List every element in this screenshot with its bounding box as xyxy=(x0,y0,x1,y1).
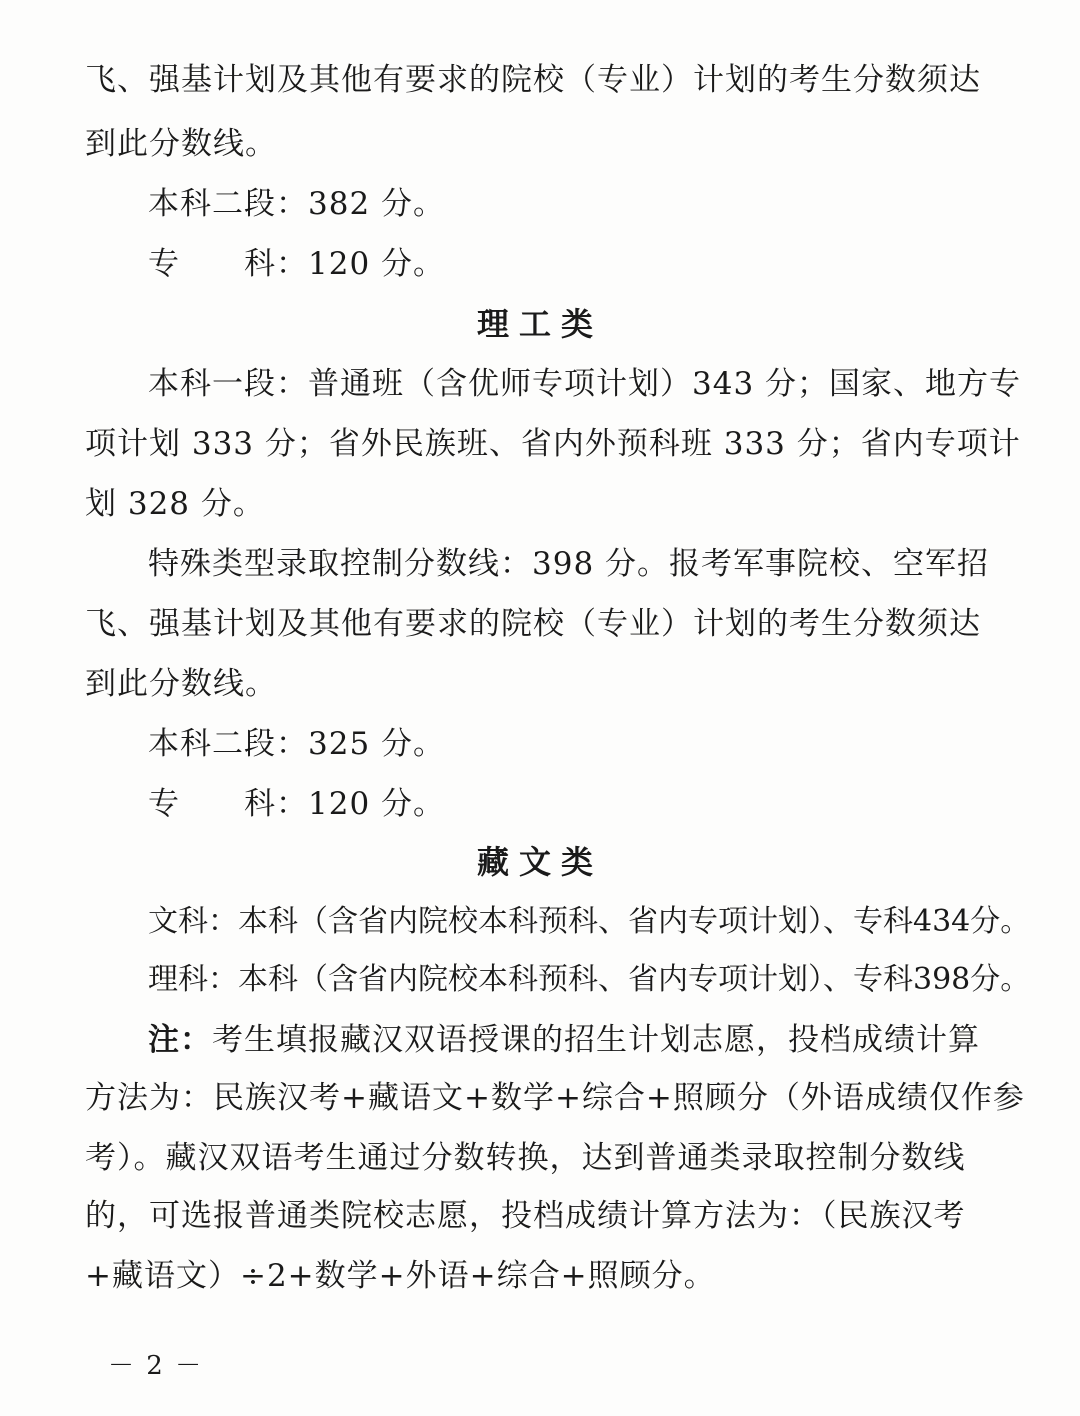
page-number: － 2 － xyxy=(108,1351,204,1381)
score-line-science: 理科：本科（含省内院校本科预科、省内专项计划）、专科398分。 xyxy=(148,962,1031,997)
note-label: 注： xyxy=(148,1022,212,1058)
paragraph-line: +藏语文）÷2+数学+外语+综合+照顾分。 xyxy=(85,1258,716,1294)
section-heading-tibetan: 藏文类 xyxy=(476,843,603,881)
paragraph-line: 项计划 333 分；省外民族班、省内外预科班 333 分；省内专项计 xyxy=(85,426,1021,462)
paragraph-line: 特殊类型录取控制分数线：398 分。报考军事院校、空军招 xyxy=(148,546,990,582)
score-line-undergrad-2: 本科二段：325 分。 xyxy=(148,726,446,762)
note-line xyxy=(148,1018,988,1062)
score-line-junior-college: 专 科：120 分。 xyxy=(148,786,446,822)
note-text: 考生填报藏汉双语授课的招生计划志愿，投档成绩计算 xyxy=(212,1022,980,1058)
paragraph-line: 飞、强基计划及其他有要求的院校（专业）计划的考生分数须达 xyxy=(85,606,981,642)
paragraph-line: 到此分数线。 xyxy=(85,666,277,702)
section-heading-science: 理工类 xyxy=(476,305,603,343)
paragraph-line: 方法为：民族汉考+藏语文+数学+综合+照顾分（外语成绩仅作参 xyxy=(85,1080,1025,1116)
paragraph-line: 飞、强基计划及其他有要求的院校（专业）计划的考生分数须达 xyxy=(85,62,981,98)
score-line-junior-college: 专 科：120 分。 xyxy=(148,246,446,282)
paragraph-line: 考）。藏汉双语考生通过分数转换，达到普通类录取控制分数线 xyxy=(85,1140,966,1176)
paragraph-line: 的，可选报普通类院校志愿，投档成绩计算方法为：（民族汉考 xyxy=(85,1198,966,1234)
paragraph-line: 本科一段：普通班（含优师专项计划）343 分；国家、地方专 xyxy=(148,366,1022,402)
paragraph-line: 划 328 分。 xyxy=(85,486,265,522)
paragraph-line: 到此分数线。 xyxy=(85,126,277,162)
score-line-arts: 文科：本科（含省内院校本科预科、省内专项计划）、专科434分。 xyxy=(148,904,1031,939)
score-line-undergrad-2: 本科二段：382 分。 xyxy=(148,186,446,222)
